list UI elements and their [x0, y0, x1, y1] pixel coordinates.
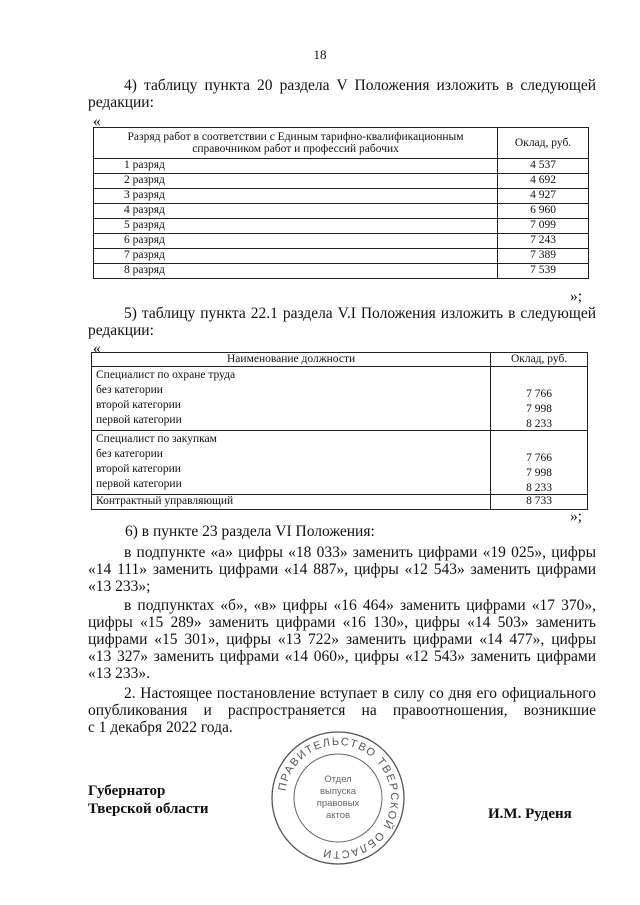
category-line: без категории	[96, 448, 163, 460]
grade-cell: 1 разряд	[94, 159, 498, 174]
salary-value: 7 998	[526, 467, 552, 479]
position-salary-table	[91, 352, 588, 510]
item5-heading: 5) таблицу пункта 22.1 раздела V.I Положения изложить в следующей	[124, 305, 596, 322]
table-row	[94, 189, 589, 204]
item4-heading: 4) таблицу пункта 20 раздела V Положения изложить в следующей	[124, 77, 596, 94]
item5-close-quote: »;	[570, 508, 583, 525]
stamp-center-line: актов	[325, 810, 351, 821]
category-line: второй категории	[96, 399, 181, 411]
page-number: 18	[313, 47, 327, 62]
table-row	[94, 204, 589, 219]
position-column-header: Наименование должности	[92, 353, 491, 367]
table-header-row	[94, 128, 589, 159]
grade-cell: 5 разряд	[94, 219, 498, 234]
salary-cell: 7 389	[498, 249, 589, 264]
table-header-row	[92, 353, 588, 367]
table-row	[92, 367, 588, 431]
salary-value: 8 233	[526, 418, 552, 430]
salary-cell: 4 927	[498, 189, 589, 204]
signatory-name: И.М. Руденя	[488, 806, 572, 822]
category-line: первой категории	[96, 478, 182, 490]
salary-cell: 8 733	[491, 495, 588, 510]
stamp-center-line: выпуска	[319, 786, 357, 797]
salary-column-header: Оклад, руб.	[491, 353, 588, 367]
item6-para-a-line: в подпункте «а» цифры «18 033» заменить цифрами «19 025», цифры	[124, 544, 596, 561]
item6-para-bv-line: «13 233».	[88, 665, 150, 682]
grade-cell: 8 разряд	[94, 264, 498, 279]
salary-cell: 4 692	[498, 174, 589, 189]
item4-close-quote: »;	[570, 288, 583, 305]
category-line: второй категории	[96, 463, 181, 475]
table-row	[94, 234, 589, 249]
position-cell: Контрактный управляющий	[92, 495, 491, 510]
table-row	[92, 495, 588, 510]
effective-clause-line: с 1 декабря 2022 года.	[88, 719, 233, 736]
position-group-title: Специалист по закупкам	[96, 433, 217, 445]
item4-open-quote: «	[93, 113, 101, 130]
table-row	[94, 249, 589, 264]
item5-open-quote: «	[93, 340, 101, 357]
grade-cell: 4 разряд	[94, 204, 498, 219]
item4-heading-cont: редакции:	[88, 94, 154, 111]
table-row	[94, 174, 589, 189]
item6-para-bv-line: в подпунктах «б», «в» цифры «16 464» заменить цифрами «17 370»,	[124, 597, 596, 614]
table-row	[92, 431, 588, 495]
grade-cell: 3 разряд	[94, 189, 498, 204]
item6-para-bv-line: «13 327» заменить цифрами «14 060», цифры «12 543» заменить цифрами	[88, 648, 596, 665]
category-line: без категории	[96, 384, 163, 396]
grade-cell: 6 разряд	[94, 234, 498, 249]
salary-value: 7 766	[526, 388, 552, 400]
table-row	[94, 264, 589, 279]
stamp-ring-text: ПРАВИТЕЛЬСТВО ТВЕРСКОЙ ОБЛАСТИ	[276, 735, 401, 861]
stamp-center-line: правовых	[316, 798, 360, 809]
salary-cell: 7 099	[498, 219, 589, 234]
stamp-center-line: Отдел	[324, 774, 352, 785]
grade-cell: 7 разряд	[94, 249, 498, 264]
table-row	[94, 159, 589, 174]
signatory-title: Губернатор Тверской области	[88, 783, 209, 817]
item6-heading: 6) в пункте 23 раздела VI Положения:	[125, 523, 375, 540]
salary-column-header: Оклад, руб.	[498, 128, 589, 159]
category-line: первой категории	[96, 414, 182, 426]
salary-value: 7 766	[526, 452, 552, 464]
effective-clause-line: опубликования и распространяется на правоотношения, возникшие	[88, 702, 596, 719]
position-group-cell	[92, 367, 491, 431]
item5-heading-cont: редакции:	[88, 322, 154, 339]
item6-para-bv-line: цифры «15 289» заменить цифрами «16 130», цифры «14 503» заменить	[88, 614, 596, 631]
salary-cell: 6 960	[498, 204, 589, 219]
item6-para-a-line: «14 111» заменить цифрами «14 887», цифры «12 543» заменить цифрами	[88, 561, 596, 578]
item6-para-bv-line: цифрами «15 301», цифры «13 722» заменить цифрами «14 477», цифры	[88, 631, 596, 648]
official-stamp	[268, 728, 408, 868]
grade-cell: 2 разряд	[94, 174, 498, 189]
salary-group-cell	[491, 431, 588, 495]
position-group-cell	[92, 431, 491, 495]
grade-column-header: Разряд работ в соответствии с Единым тарифно-квалификационным справочником работ и профессий рабочих	[94, 128, 498, 159]
salary-cell: 7 243	[498, 234, 589, 249]
salary-cell: 7 539	[498, 264, 589, 279]
salary-cell: 4 537	[498, 159, 589, 174]
salary-group-cell	[491, 367, 588, 431]
salary-value: 8 233	[526, 482, 552, 494]
item6-para-a-line: «13 233»;	[88, 578, 151, 595]
grade-salary-table	[93, 127, 589, 279]
position-group-title: Специалист по охране труда	[96, 369, 236, 381]
salary-value: 7 998	[526, 403, 552, 415]
table-row	[94, 219, 589, 234]
effective-clause-line: 2. Настоящее постановление вступает в силу со дня его официального	[124, 685, 596, 702]
